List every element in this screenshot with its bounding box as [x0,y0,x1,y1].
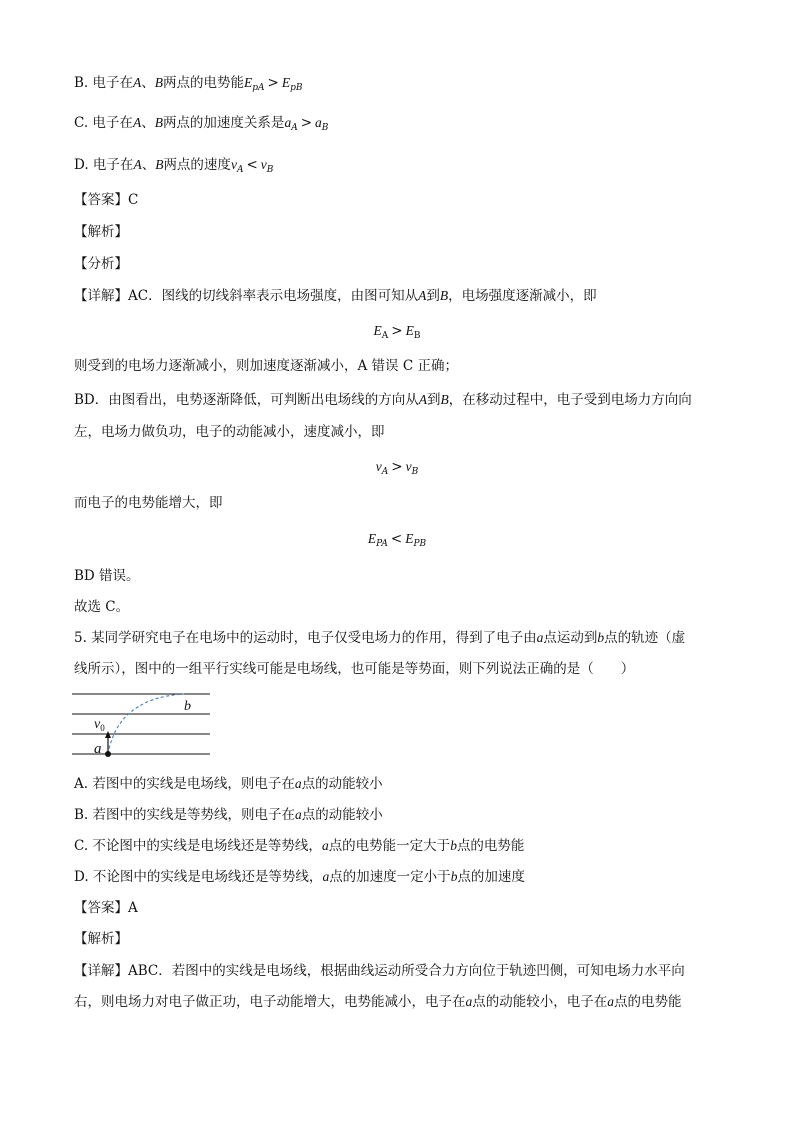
option-d-prev [74,155,273,180]
q5-option-a [74,774,383,794]
math-rhs: a [315,115,322,130]
label-v-sub: 0 [100,723,105,733]
text: 点的动能较小，电子在 [472,994,608,1010]
text: 点的动能较小 [301,776,383,792]
point-b: b [597,630,605,645]
text: 到 [426,288,440,304]
detail4-line1 [74,286,597,306]
sep: 、 [141,157,156,173]
text: 点的电势能 [614,994,682,1010]
math-op: > [391,459,403,475]
equation-3 [0,529,794,554]
text: 5. 某同学研究电子在电场中的运动时，电子仅受电场力的作用，得到了电子由 [74,630,537,646]
answer-value: C [128,192,139,208]
math-sub: B [413,331,421,341]
detail4-line4: 左，电场力做负功，电子的动能减小，速度减小，即 [74,424,385,440]
point-a: A [133,157,142,172]
q5-detail-line2 [74,992,682,1012]
text: AC．图线的切线斜率表示电场强度，由图可知从 [128,288,419,304]
detail4-line3 [74,390,692,410]
math-rhs: v [260,157,267,172]
text: D. 不论图中的实线是电场线还是等势线， [74,869,323,885]
text: 点的加速度一定小于 [329,869,451,885]
option-b-prev [74,73,302,98]
math-lhs: v [375,459,382,474]
text: ABC．若图中的实线是电场线，根据曲线运动所受合力方向位于轨迹凹侧，可知电场力水平向 [128,963,685,979]
math-lhs: E [373,323,382,338]
sep: 、 [141,115,155,131]
math-sub: B [321,123,329,133]
option-c-prev [74,113,328,138]
text: B. 若图中的实线是等势线，则电子在 [74,807,296,823]
trajectory-figure [66,686,216,766]
option-text: B. 电子在 [74,75,134,91]
text: ，在移动过程中，电子受到电场力方向向 [448,392,692,408]
math-sub: A [381,331,389,341]
detail4-line7: 故选 C。 [74,599,130,615]
q5-option-c [74,836,524,856]
var: a [322,869,330,884]
text: 点的电势能 [456,838,525,854]
label-b: b [184,699,191,714]
math-lhs: a [284,115,292,130]
label-v: v [94,717,101,732]
q5-option-b [74,805,383,825]
answer-value: A [128,900,138,916]
detail-label: 【详解】 [74,963,128,979]
option-text: 两点的速度 [163,157,231,173]
text: 点的轨迹（虚 [604,630,686,646]
answer-label: 【答案】 [74,900,128,916]
equation-1 [0,321,794,346]
text: 点的电势能一定大于 [328,838,451,854]
math-sub: pB [290,83,303,93]
text: C. 不论图中的实线是电场线还是等势线， [74,838,322,854]
analysis-label: 【解析】 [74,224,128,240]
math-sub: PB [413,539,427,549]
point-b: B [439,288,449,303]
text: ，电场强度逐渐减小，即 [448,288,597,304]
math-sub: A [381,467,389,477]
answer-4 [74,190,138,210]
point-b: B [154,75,164,90]
math-sub: PA [376,539,388,549]
var: a [295,807,302,822]
math-op: < [246,157,258,173]
point-b: B [155,157,164,172]
detail-label: 【详解】 [74,288,128,304]
fenxi-label: 【分析】 [74,256,128,272]
math-lhs: E [244,75,253,90]
math-sub: B [411,467,419,477]
q5-option-d [74,867,525,887]
point-a: a [536,630,544,645]
text: 点的加速度 [457,869,525,885]
option-text: 两点的加速度关系是 [162,115,285,131]
q5-analysis-label: 【解析】 [74,931,128,947]
point-a: A [418,392,427,407]
math-rhs: E [405,323,414,338]
math-lhs: v [230,157,237,172]
math-lhs: E [367,531,377,546]
detail4-line2: 则受到的电场力逐渐减小，则加速度逐渐减小，A 错误 C 正确； [74,358,458,374]
detail4-line6: BD 错误。 [74,568,140,584]
var: a [465,994,473,1009]
text: BD．由图看出，电势逐渐降低，可判断出电场线的方向从 [74,392,419,408]
text: 到 [427,392,441,408]
point-a-dot [105,751,111,757]
q5-answer [74,898,138,918]
text: 右，则电场力对电子做正功，电子动能增大，电势能减小，电子在 [74,994,466,1010]
math-op: > [391,323,403,339]
var: a [321,838,329,853]
math-op: > [300,115,312,131]
var: b [450,869,458,884]
equation-2 [0,457,794,482]
label-a: a [94,741,102,757]
math-op: < [390,531,403,547]
option-text: 两点的电势能 [163,75,245,91]
point-a: A [132,115,142,130]
point-a: A [418,288,427,303]
math-sub: A [236,165,244,175]
answer-label: 【答案】 [74,192,128,208]
math-op: > [267,75,279,91]
var: a [294,776,302,791]
sep: 、 [141,75,155,91]
math-sub: pA [252,83,265,93]
option-text: C. 电子在 [74,115,133,131]
math-rhs: v [405,459,412,474]
label-v0 [94,717,105,733]
dashed-trajectory [108,694,184,754]
text: 点运动到 [543,630,598,646]
q5-detail-line1 [74,961,685,981]
q5-stem-line1 [74,628,685,648]
math-rhs: E [405,531,414,546]
var: a [607,994,614,1009]
point-a: A [133,75,142,90]
math-sub: B [266,165,274,175]
point-b: B [154,115,163,130]
math-sub: A [291,123,298,133]
text: 点的动能较小 [301,807,383,823]
option-text: D. 电子在 [74,157,134,173]
text: A. 若图中的实线是电场线，则电子在 [74,776,295,792]
var: b [450,838,457,853]
math-rhs: E [281,75,291,90]
detail4-line5: 而电子的电势能增大，即 [74,495,223,511]
q5-stem-line2: 线所示），图中的一组平行实线可能是电场线，也可能是等势面，则下列说法正确的是（ ） [74,661,635,677]
point-b: B [440,392,449,407]
